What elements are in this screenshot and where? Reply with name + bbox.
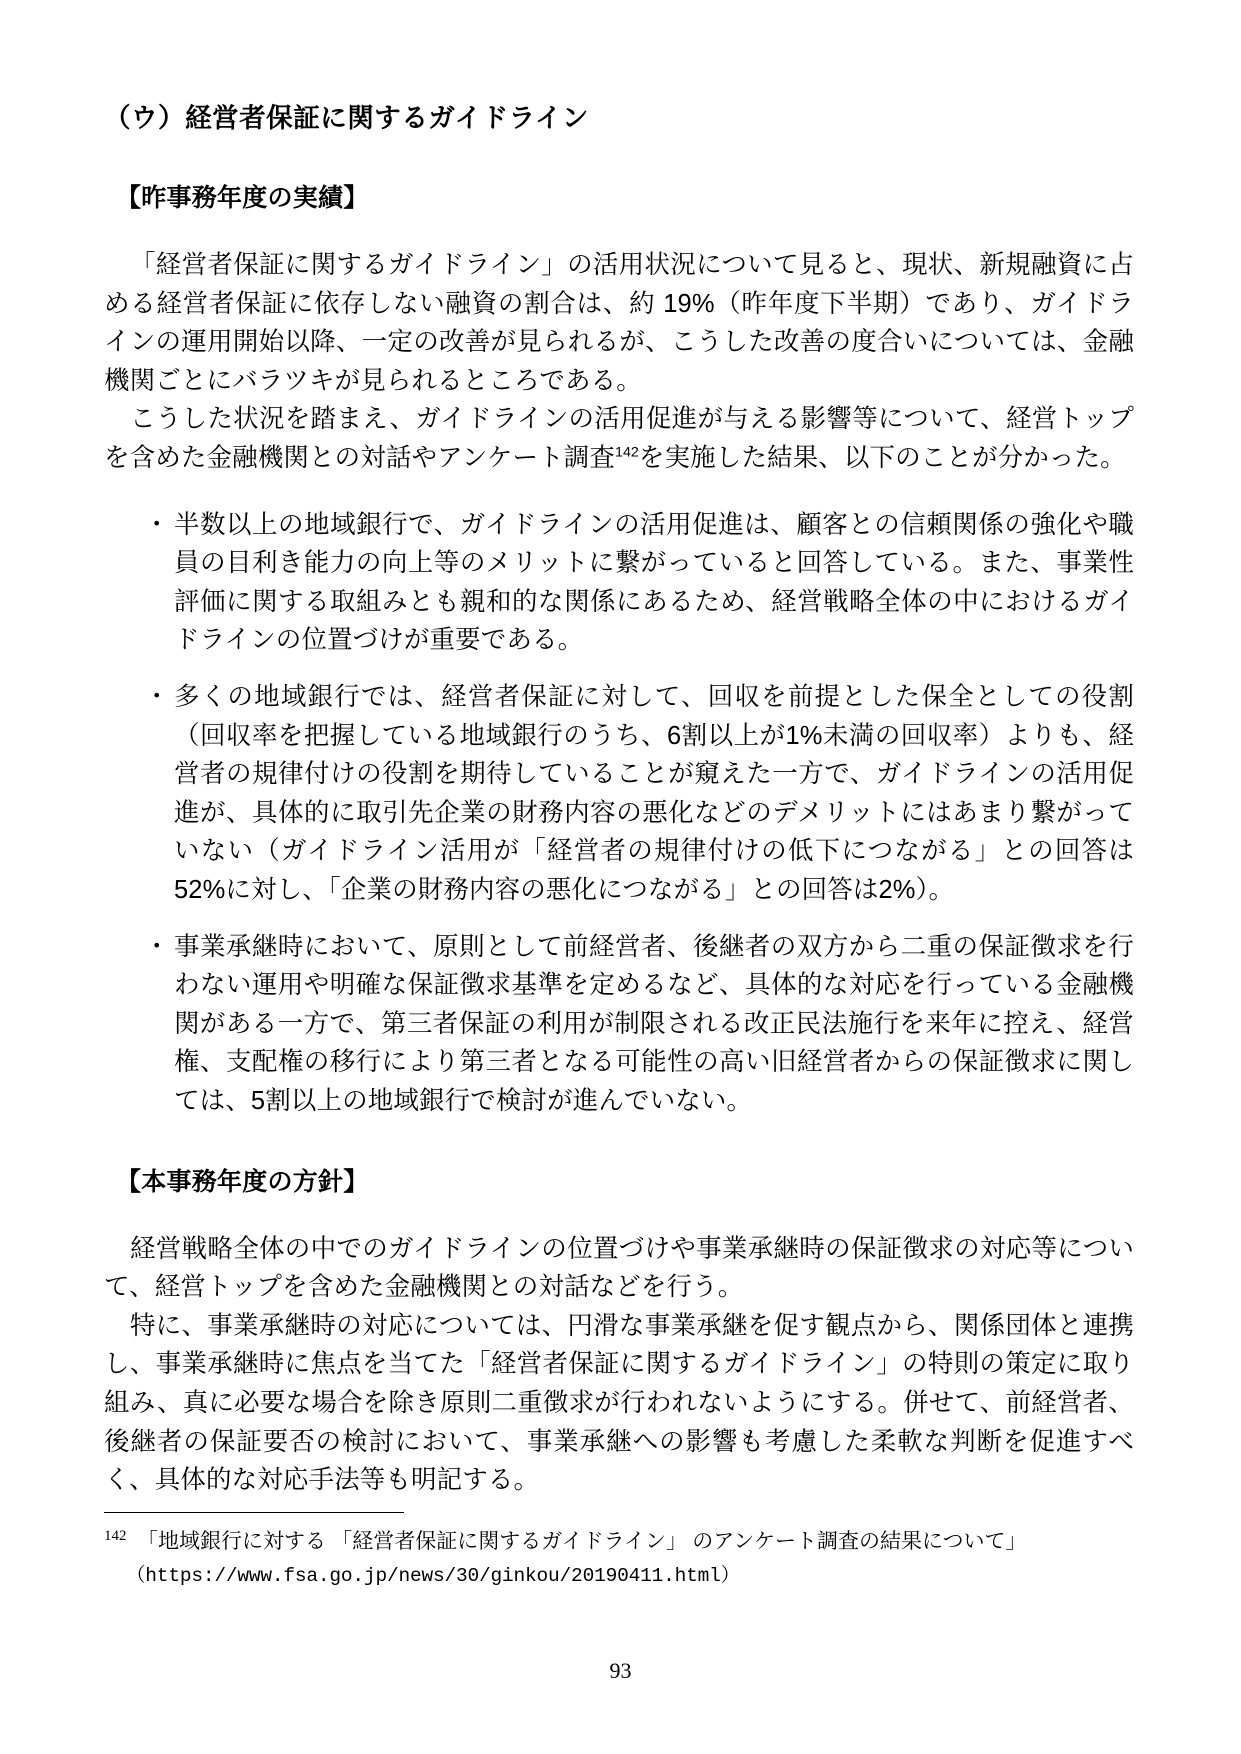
spacer [104,1121,1134,1165]
page-number: 93 [609,1658,632,1683]
footnote-url: （https://www.fsa.go.jp/news/30/ginkou/20190411.html） [126,1565,740,1587]
footnote-text: 「地域銀行に対する 「経営者保証に関するガイドライン」 のアンケート調査の結果について」 [137,1529,1027,1553]
bullet-marker-icon: ・ [144,683,170,712]
page-content [104,0,1134,1500]
spacer [104,216,1134,246]
list-item [104,928,1134,1121]
list-item [104,506,1134,660]
paragraph-survey-intro-tail: を実施した結果、以下のことが分かった。 [638,444,1126,473]
bullet-list [104,506,1134,1121]
list-item-text: 事業承継時において、原則として前経営者、後継者の双方から二重の保証徴求を行わない運用や明確な保証徴求基準を定めるなど、具体的な対応を行っている金融機関がある一方で、第三者保証の利用が制限される改正民法施行を来年に控え、経営権、支配権の移行により第三者となる可能性の高い旧経営者からの保証徴求に関しては、5割以上の地域銀行で検討が進んでいない。 [174,932,1134,1115]
bullet-marker-icon: ・ [144,510,170,539]
paragraph-policy-dialogue: 経営戦略全体の中でのガイドラインの位置づけや事業承継時の保証徴求の対応等について、経営トップを含めた金融機関との対話などを行う。 [104,1234,1134,1302]
paragraph-policy-succession: 特に、事業承継時の対応については、円滑な事業承継を促す観点から、関係団体と連携し、事業承継時に焦点を当てた「経営者保証に関するガイドライン」の特則の策定に取り組み、真に必要な場合を除き原則二重徴求が行われないようにする。併せて、前経営者、後継者の保証要否の検討において、事業承継への影響も考慮した柔軟な判断を促進すべく、具体的な対応手法等も明記する。 [104,1311,1134,1495]
list-item-text: 半数以上の地域銀行で、ガイドラインの活用促進は、顧客との信頼関係の強化や職員の目利き能力の向上等のメリットに繋がっていると回答している。また、事業性評価に関する取組みとも親和的な関係にあるため、経営戦略全体の中におけるガイドラインの位置づけが重要である。 [174,510,1134,655]
footnote-marker-142: 142 [615,444,639,461]
spacer [104,478,1134,506]
footnote-divider [104,1512,404,1513]
list-item-text: 多くの地域銀行では、経営者保証に対して、回収を前提とした保全としての役割（回収率を把握している地域銀行のうち、6割以上が1%未満の回収率）よりも、経営者の規律付けの役割を期待していることが窺えた一方で、ガイドラインの活用促進が、具体的に取引先企業の財務内容の悪化などのデメリットにはあまり繋がっていない（ガイドライン活用が「経営者の規律付けの低下につながる」との回答は52%に対し、「企業の財務内容の悪化につながる」との回答は2%）。 [174,683,1134,904]
paragraph-utilization-status: 「経営者保証に関するガイドライン」の活用状況について見ると、現状、新規融資に占める経営者保証に依存しない融資の割合は、約 19%（昨年度下半期）であり、ガイドラインの運用開始以降、一定の改善が見られるが、こうした改善の度合いについては、金融機関ごとにバラツキが見られるところである。 [104,251,1134,395]
page-title: （ウ）経営者保証に関するガイドライン [104,103,589,133]
footnote-url-line [104,1558,1134,1593]
spacer [104,137,1134,181]
block-heading-last-year-results: 【昨事務年度の実績】 [116,184,369,213]
footnote-number: 142 [104,1528,127,1544]
list-item [104,678,1134,910]
spacer [104,1200,1134,1230]
footnote-entry [104,1525,1134,1558]
bullet-marker-icon: ・ [144,932,170,961]
footnote-area [104,1512,1134,1593]
paragraph-survey-intro-text: こうした状況を踏まえ、ガイドラインの活用促進が与える影響等について、経営トップを含めた金融機関との対話やアンケート調査 [104,405,1134,473]
block-heading-this-year-policy: 【本事務年度の方針】 [116,1167,369,1196]
paragraph-survey-intro [104,400,1134,477]
